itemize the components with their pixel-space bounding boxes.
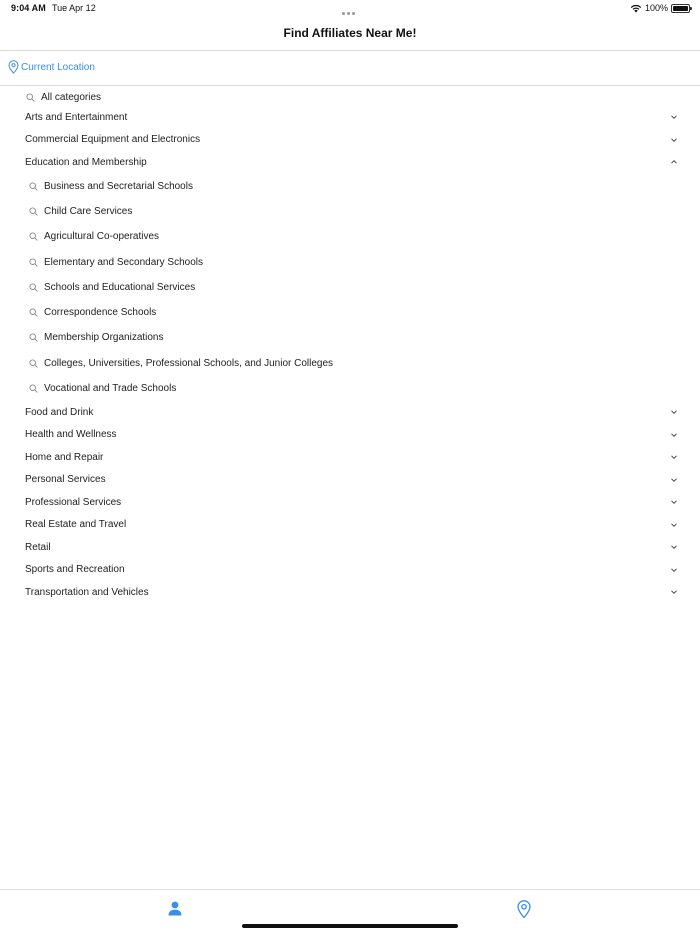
subcategory-label: Membership Organizations xyxy=(44,332,164,344)
subcategory-item[interactable] xyxy=(0,300,700,325)
subcategory-label: Schools and Educational Services xyxy=(44,281,196,293)
category-label: Professional Services xyxy=(25,496,122,508)
category-real-estate-travel[interactable] xyxy=(0,514,700,537)
search-icon xyxy=(29,384,38,393)
subcategory-label: Business and Secretarial Schools xyxy=(44,180,193,192)
search-icon xyxy=(29,232,38,241)
map-pin-icon xyxy=(514,899,534,919)
multitasking-dots-icon[interactable] xyxy=(342,7,358,11)
chevron-down-icon xyxy=(670,113,678,121)
category-transportation-vehicles[interactable] xyxy=(0,581,700,604)
category-food-drink[interactable] xyxy=(0,401,700,424)
category-label: Real Estate and Travel xyxy=(25,519,127,531)
category-label: Sports and Recreation xyxy=(25,564,125,576)
search-icon xyxy=(29,283,38,292)
chevron-down-icon xyxy=(670,543,678,551)
tab-profile[interactable] xyxy=(165,899,185,919)
subcategory-item[interactable] xyxy=(0,249,700,274)
wifi-icon xyxy=(630,4,642,13)
all-categories-item[interactable] xyxy=(0,88,700,106)
subcategory-item[interactable] xyxy=(0,224,700,249)
search-icon xyxy=(29,207,38,216)
chevron-down-icon xyxy=(670,498,678,506)
category-retail[interactable] xyxy=(0,536,700,559)
category-education-membership[interactable] xyxy=(0,151,700,174)
chevron-down-icon xyxy=(670,476,678,484)
category-commercial-equipment[interactable] xyxy=(0,129,700,152)
category-label: Health and Wellness xyxy=(25,429,117,441)
all-categories-label: All categories xyxy=(41,91,102,103)
category-list xyxy=(0,88,700,604)
header-divider xyxy=(0,50,700,51)
search-icon xyxy=(29,182,38,191)
subcategory-label: Vocational and Trade Schools xyxy=(44,383,177,395)
map-pin-icon xyxy=(8,60,19,74)
subcategory-item[interactable] xyxy=(0,376,700,401)
subcategory-label: Elementary and Secondary Schools xyxy=(44,256,203,268)
chevron-down-icon xyxy=(670,408,678,416)
subcategory-item[interactable] xyxy=(0,199,700,224)
status-bar xyxy=(0,0,700,18)
person-icon xyxy=(165,899,185,919)
search-icon xyxy=(29,258,38,267)
search-icon xyxy=(29,333,38,342)
chevron-down-icon xyxy=(670,588,678,596)
category-label: Personal Services xyxy=(25,474,106,486)
home-indicator[interactable] xyxy=(242,924,458,928)
subcategory-item[interactable] xyxy=(0,351,700,376)
chevron-down-icon xyxy=(670,566,678,574)
chevron-up-icon xyxy=(670,158,678,166)
category-sports-recreation[interactable] xyxy=(0,559,700,582)
battery-percent: 100% xyxy=(644,3,668,13)
category-label: Food and Drink xyxy=(25,406,94,418)
chevron-down-icon xyxy=(670,431,678,439)
status-time: 9:04 AM xyxy=(11,3,46,13)
current-location-button[interactable] xyxy=(8,60,95,74)
location-divider xyxy=(0,85,700,86)
category-label: Home and Repair xyxy=(25,451,104,463)
chevron-down-icon xyxy=(670,453,678,461)
category-label: Transportation and Vehicles xyxy=(25,586,149,598)
category-label: Retail xyxy=(25,541,51,553)
current-location-label: Current Location xyxy=(21,61,95,73)
battery-icon xyxy=(671,4,690,13)
search-icon xyxy=(29,308,38,317)
subcategory-item[interactable] xyxy=(0,325,700,350)
subcategory-item[interactable] xyxy=(0,174,700,199)
subcategory-label: Agricultural Co-operatives xyxy=(44,231,160,243)
subcategory-item[interactable] xyxy=(0,275,700,300)
subcategory-label: Colleges, Universities, Professional Schools, and Junior Colleges xyxy=(44,357,334,369)
category-label: Arts and Entertainment xyxy=(25,111,128,123)
page-title: Find Affiliates Near Me! xyxy=(283,26,417,40)
category-health-wellness[interactable] xyxy=(0,424,700,447)
status-right xyxy=(630,3,690,13)
status-date: Tue Apr 12 xyxy=(52,3,96,13)
category-arts-entertainment[interactable] xyxy=(0,106,700,129)
category-professional-services[interactable] xyxy=(0,491,700,514)
subcategory-label: Correspondence Schools xyxy=(44,307,157,319)
tab-map[interactable] xyxy=(514,899,534,919)
category-label: Education and Membership xyxy=(25,156,147,168)
search-icon xyxy=(26,93,35,102)
chevron-down-icon xyxy=(670,136,678,144)
category-personal-services[interactable] xyxy=(0,469,700,492)
subcategory-label: Child Care Services xyxy=(44,205,133,217)
category-label: Commercial Equipment and Electronics xyxy=(25,134,201,146)
chevron-down-icon xyxy=(670,521,678,529)
category-home-repair[interactable] xyxy=(0,446,700,469)
search-icon xyxy=(29,359,38,368)
